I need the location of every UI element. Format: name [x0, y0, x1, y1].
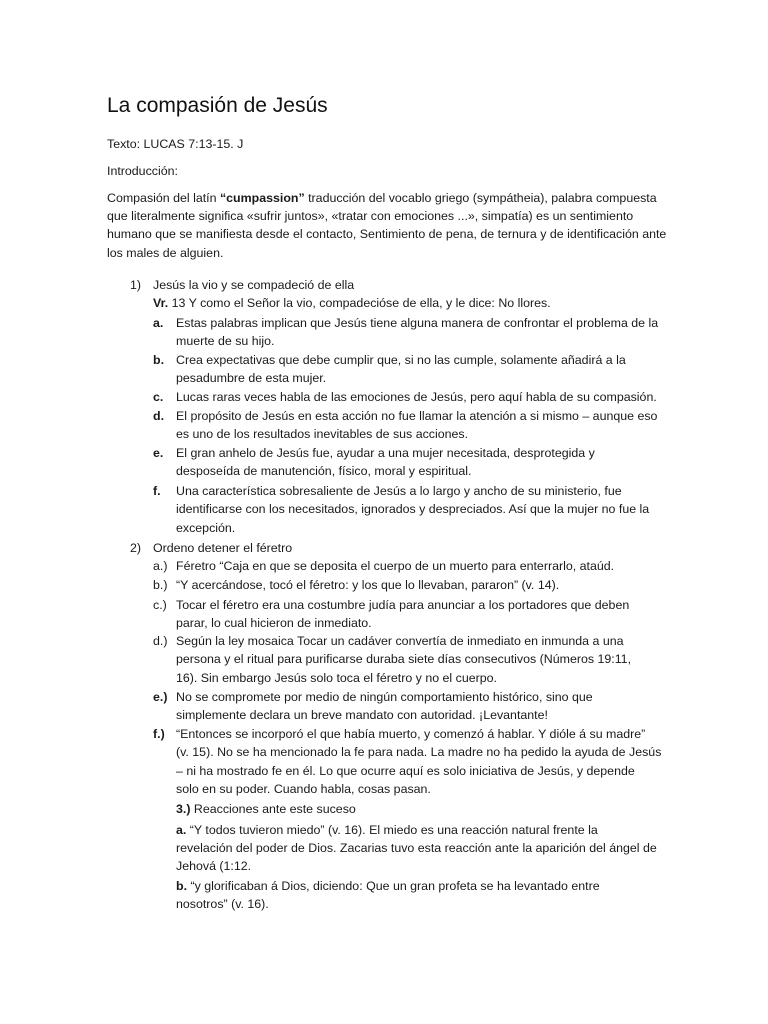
section-3-item-a-line-2: revelación del poder de Dios. Zacarias tuvo esta reacción ante la aparición del ángel de: [176, 841, 657, 855]
list-item-text: (v. 15). No se ha mencionado la fe para nada. La madre no ha pedido la ayuda de Jesús: [176, 745, 662, 760]
section-3-heading: [176, 800, 356, 818]
section-2-number: 2): [130, 541, 142, 555]
list-item-text: 16). Sin embargo Jesús solo toca el féretro y no el cuerpo.: [176, 670, 497, 685]
list-item-marker: f.: [153, 484, 161, 498]
section-3-item-a-mark: a.: [176, 823, 187, 837]
verse-label: Vr.: [153, 296, 169, 310]
verse-text: 13 Y como el Señor la vio, compadecióse de ella, y le dice: No llores.: [168, 296, 551, 310]
section-3-item-a: [176, 821, 598, 839]
list-item-marker: a.: [153, 316, 164, 330]
document-title: La compasión de Jesús: [107, 94, 328, 117]
list-item-marker: c.): [153, 598, 167, 612]
list-item-text: pesadumbre de esta mujer.: [176, 371, 327, 386]
intro-bold-term: “cumpassion”: [219, 191, 305, 205]
section-3-item-b: [176, 877, 600, 895]
list-item-text: El propósito de Jesús en esta acción no fue llamar la atención a si mismo – aunque eso: [176, 409, 658, 423]
intro-text-rest: traducción del vocablo griego (sympátheia), palabra compuesta que literalmente significa «sufrir juntos», «tratar con emociones ...», simpatía) es un sentimiento humano que se manifiesta desde el contacto, Sentimiento de pena, de ternura y de identificación ante los males de alguien.: [107, 191, 667, 260]
list-item-text: simplemente declara un breve mandato con autoridad. ¡Levantante!: [176, 708, 548, 723]
intro-paragraph: [107, 189, 667, 262]
intro-label: Introducción:: [107, 164, 178, 178]
list-item-text: persona y el ritual para purificarse duraba siete días consecutivos (Números 19:11,: [176, 652, 632, 667]
list-item-text: “Entonces se incorporó el que había muerto, y comenzó á hablar. Y dióle á su madre”: [176, 727, 646, 741]
list-item-marker: e.: [153, 446, 164, 460]
section-1-heading: Jesús la vio y se compadeció de ella: [153, 278, 355, 292]
list-item-marker: b.: [153, 353, 165, 367]
list-item-text: es uno de los resultados inevitables de sus acciones.: [176, 427, 469, 442]
list-item-text: desposeída de manutención, físico, moral y espiritual.: [176, 464, 472, 479]
section-2-heading: Ordeno detener el féretro: [153, 541, 293, 555]
section-3-item-a-line-3: Jehová (1:12.: [176, 859, 252, 873]
list-item-marker: d.: [153, 409, 165, 423]
list-item-marker: f.): [153, 727, 165, 741]
list-item-text: “Y acercándose, tocó el féretro: y los que lo llevaban, pararon” (v. 14).: [176, 578, 560, 592]
section-3-item-b-line-2: nosotros” (v. 16).: [176, 897, 269, 911]
list-item-marker: a.): [153, 559, 168, 573]
list-item-text: identificarse con los necesitados, ignorados y despreciados. Así que la mujer no fue la: [176, 502, 650, 517]
list-item-text: Féretro “Caja en que se deposita el cuerpo de un muerto para enterrarlo, ataúd.: [176, 559, 615, 573]
list-item-marker: d.): [153, 634, 168, 648]
section-3-item-a-line-1: “Y todos tuvieron miedo” (v. 16). El miedo es una reacción natural frente la: [186, 823, 598, 837]
texto-line: Texto: LUCAS 7:13-15. J: [107, 137, 244, 151]
section-1-number: 1): [130, 278, 142, 292]
list-item-text: Crea expectativas que debe cumplir que, si no las cumple, solamente añadirá a la: [176, 353, 626, 367]
list-item-text: Lucas raras veces habla de las emociones de Jesús, pero aquí habla de su compasión.: [176, 390, 657, 404]
list-item-text: No se compromete por medio de ningún comportamiento histórico, sino que: [176, 690, 593, 704]
section-3-number: 3.): [176, 802, 191, 816]
list-item-text: Una característica sobresaliente de Jesús a lo largo y ancho de su ministerio, fue: [176, 484, 622, 498]
section-3-title: Reacciones ante este suceso: [190, 802, 356, 816]
list-item-marker: e.): [153, 690, 168, 704]
section-1-verse: [153, 294, 551, 312]
list-item-text: parar, lo cual hicieron de inmediato.: [176, 616, 372, 631]
list-item-text: – ni ha mostrado fe en él. Lo que ocurre aquí es solo iniciativa de Jesús, y depende: [176, 763, 635, 778]
list-item-text: Estas palabras implican que Jesús tiene alguna manera de confrontar el problema de la: [176, 316, 659, 330]
list-item-text: solo en su poder. Cuando habla, cosas pasan.: [176, 782, 431, 797]
list-item-text: Según la ley mosaica Tocar un cadáver convertía de inmediato en inmunda a una: [176, 634, 624, 648]
section-3-item-b-mark: b.: [176, 879, 188, 893]
list-item-text: Tocar el féretro era una costumbre judía para anunciar a los portadores que deben: [176, 598, 630, 612]
list-item-text: muerte de su hijo.: [176, 334, 275, 349]
list-item-text: excepción.: [176, 520, 236, 535]
intro-text-start: Compasión del latín: [107, 191, 220, 205]
list-item-marker: c.: [153, 390, 164, 404]
list-item-text: El gran anhelo de Jesús fue, ayudar a una mujer necesitada, desprotegida y: [176, 446, 595, 460]
section-3-item-b-line-1: “y glorificaban á Dios, diciendo: Que un gran profeta se ha levantado entre: [187, 879, 600, 893]
list-item-marker: b.): [153, 578, 168, 592]
